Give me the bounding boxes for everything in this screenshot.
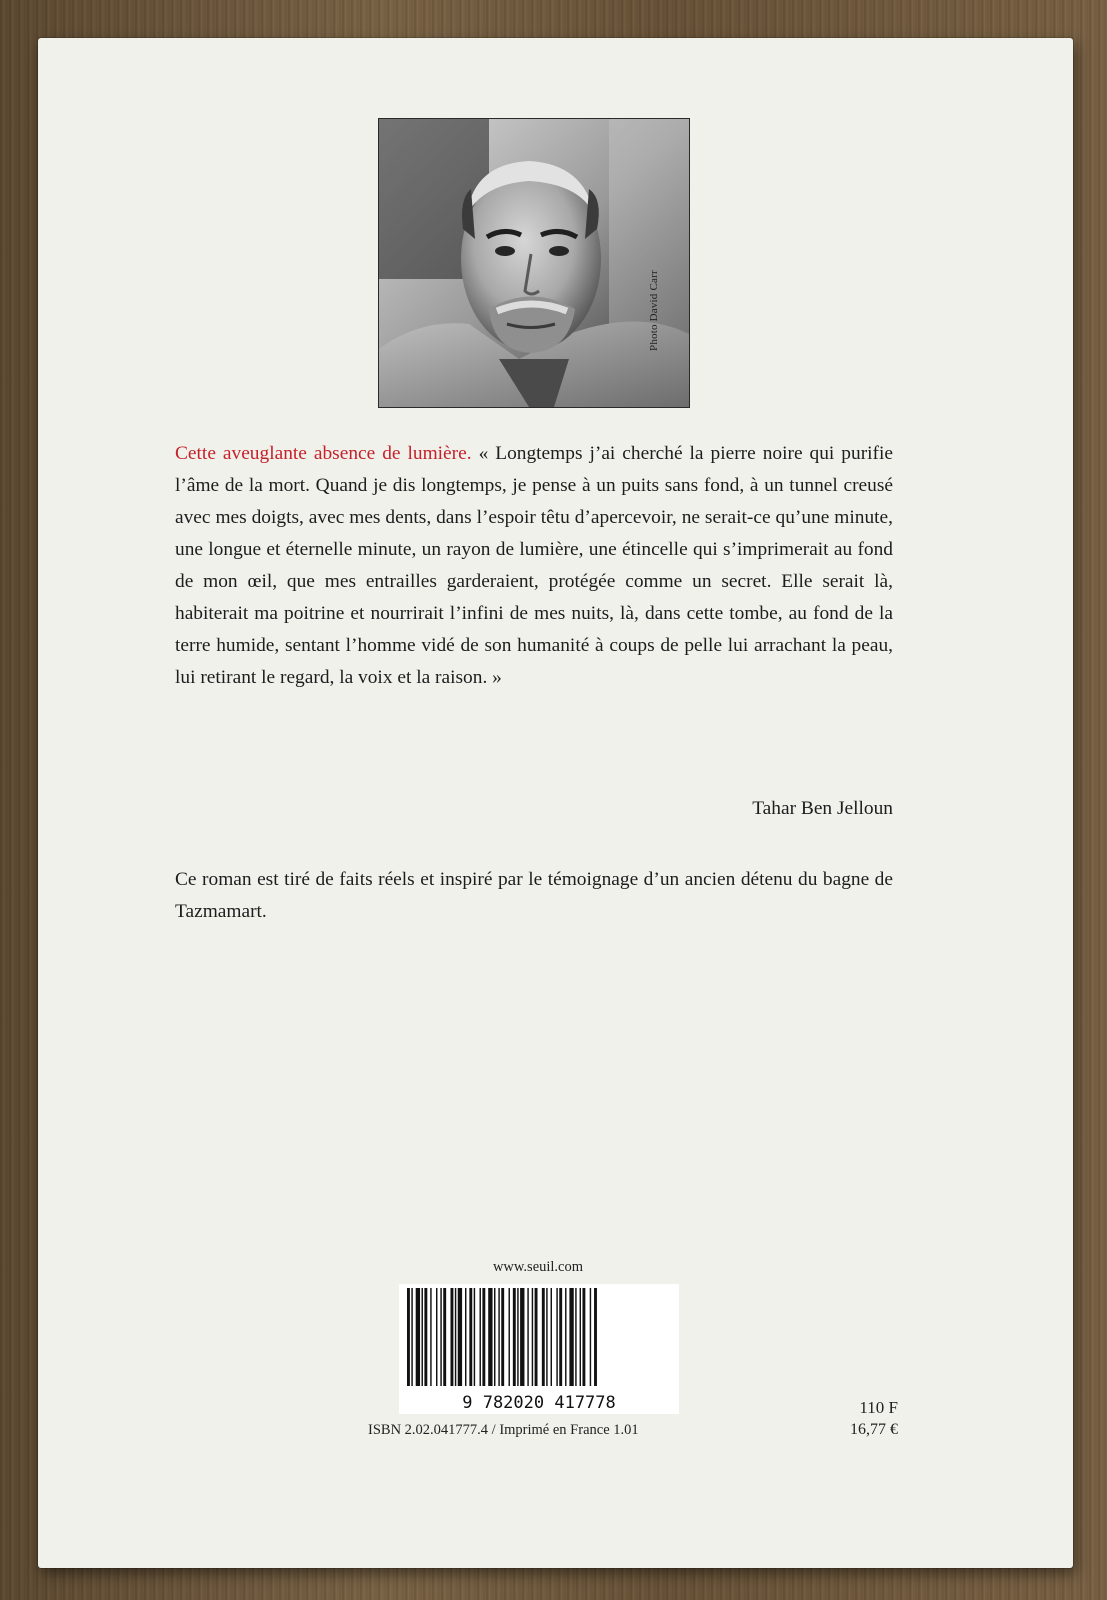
barcode-bar: [407, 1288, 410, 1386]
barcode-bar: [458, 1288, 462, 1386]
photo-credit: Photo David Carr: [648, 270, 660, 351]
barcode-bar: [542, 1288, 545, 1386]
price-franc: 110 F: [859, 1398, 898, 1417]
barcode-bar: [436, 1288, 437, 1386]
barcode-bar: [443, 1288, 446, 1386]
barcode-bar: [509, 1288, 510, 1386]
barcode-bar: [416, 1288, 420, 1386]
barcode-bar: [520, 1288, 524, 1386]
barcode-bar: [494, 1288, 495, 1386]
book-back-cover: [38, 38, 1073, 1568]
barcode-bar: [556, 1288, 557, 1386]
barcode-bar: [451, 1288, 454, 1386]
barcode-bar: [582, 1288, 585, 1386]
barcode-bar: [527, 1288, 528, 1386]
barcode-bar: [575, 1288, 576, 1386]
barcode-bar: [440, 1288, 441, 1386]
blurb-quote: « Longtemps j’ai cherché la pierre noire qui purifie l’âme de la mort. Quand je dis longtemps, je pense à un puits sans fond, à un tunnel creusé avec mes doigts, avec mes dents, dans l’espoir têtu d’apercevoir, ne serait-ce qu’une minute, une longue et éternelle minute, un rayon de lumière, une étincelle qui s’imprimerait au fond de mon œil, que mes entrailles garderaient, protégée comme un secret. Elle serait là, habiterait ma poitrine et nourrirait l’infini de mes nuits, là, dans cette tombe, au fond de la terre humide, sentant l’homme vidé de son humanité à coups de pelle lui arrachant la peau, lui retirant le regard, la voix et la raison. »: [175, 443, 893, 688]
barcode-bar: [411, 1288, 412, 1386]
publisher-website: www.seuil.com: [492, 1259, 584, 1275]
price-euro: 16,77 €: [850, 1421, 898, 1438]
barcode-bar: [430, 1288, 431, 1386]
barcode-bar: [465, 1288, 466, 1386]
barcode-bar: [480, 1288, 481, 1386]
barcode-digits: 9 782020 417778: [462, 1393, 616, 1413]
barcode-bar: [532, 1288, 533, 1386]
barcode-bar: [559, 1288, 562, 1386]
barcode-bar: [594, 1288, 597, 1386]
isbn-line: ISBN 2.02.041777.4 / Imprimé en France 1.01: [368, 1422, 639, 1438]
barcode-bar: [513, 1288, 516, 1386]
barcode-bar: [482, 1288, 485, 1386]
barcode-bar: [546, 1288, 547, 1386]
barcode-bar: [590, 1288, 591, 1386]
barcode-bar: [535, 1288, 538, 1386]
book-note: Ce roman est tiré de faits réels et inspiré par le témoignage d’un ancien détenu du bagne de Tazmamart.: [175, 869, 893, 922]
barcode-bar: [569, 1288, 573, 1386]
barcode-bar: [498, 1288, 499, 1386]
author-photo: [378, 118, 690, 408]
barcode-bar: [501, 1288, 504, 1386]
barcode-bar: [424, 1288, 427, 1386]
barcode-bar: [580, 1288, 581, 1386]
author-name: Tahar Ben Jelloun: [752, 798, 893, 819]
blurb-paragraph: [175, 438, 893, 694]
barcode-bar: [422, 1288, 423, 1386]
barcode: [399, 1284, 679, 1414]
barcode-bar: [488, 1288, 492, 1386]
barcode-bar: [517, 1288, 518, 1386]
barcode-bar: [565, 1288, 566, 1386]
barcode-bar: [474, 1288, 475, 1386]
book-title-red: Cette aveuglante absence de lumière.: [175, 443, 472, 464]
barcode-bar: [551, 1288, 552, 1386]
barcode-bar: [469, 1288, 472, 1386]
barcode-bar: [455, 1288, 456, 1386]
